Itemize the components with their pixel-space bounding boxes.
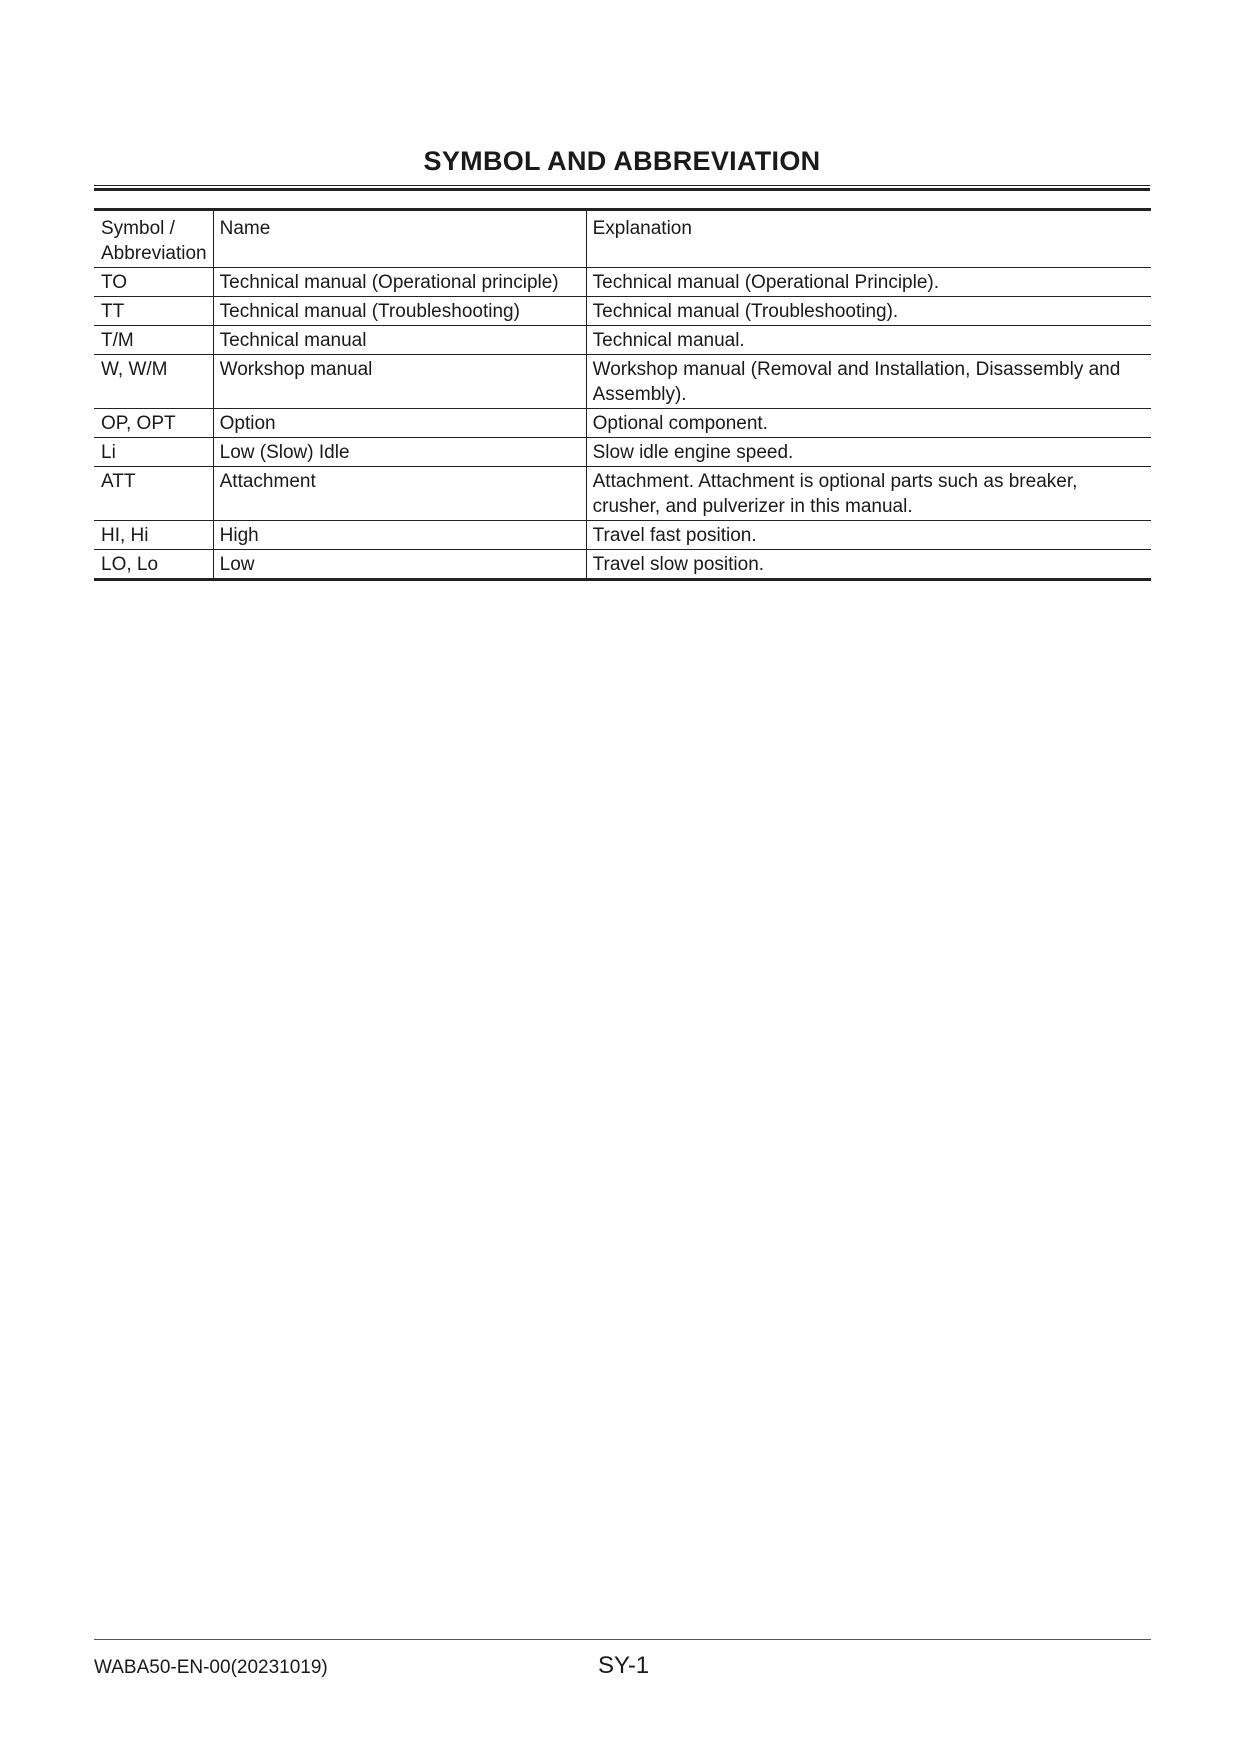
cell-explanation: Slow idle engine speed.: [586, 438, 1151, 467]
table-row: [94, 326, 1151, 355]
cell-symbol: Li: [94, 438, 213, 467]
table-row: [94, 409, 1151, 438]
cell-name: Attachment: [213, 467, 586, 521]
table-row: [94, 297, 1151, 326]
cell-explanation: Technical manual (Troubleshooting).: [586, 297, 1151, 326]
title-divider-thin: [94, 185, 1150, 186]
table-row: [94, 438, 1151, 467]
table-row: [94, 521, 1151, 550]
page-number: SY-1: [598, 1652, 650, 1679]
header-symbol: Symbol / Abbreviation: [94, 210, 213, 268]
cell-name: Workshop manual: [213, 355, 586, 409]
cell-name: Technical manual (Troubleshooting): [213, 297, 586, 326]
table-row: [94, 550, 1151, 580]
cell-name: Low: [213, 550, 586, 580]
cell-symbol: T/M: [94, 326, 213, 355]
footer-doc-code: WABA50-EN-00(20231019): [94, 1657, 328, 1678]
title-divider-thick: [94, 188, 1150, 191]
cell-name: Option: [213, 409, 586, 438]
cell-explanation: Travel fast position.: [586, 521, 1151, 550]
table-row: [94, 355, 1151, 409]
cell-explanation: Technical manual (Operational Principle).: [586, 268, 1151, 297]
cell-name: Low (Slow) Idle: [213, 438, 586, 467]
abbreviation-table: [94, 208, 1151, 581]
cell-symbol: LO, Lo: [101, 554, 159, 575]
cell-symbol: W, W/M: [94, 355, 213, 409]
cell-symbol: TO: [94, 268, 213, 297]
cell-name: Technical manual: [213, 326, 586, 355]
cell-symbol: OP, OPT: [94, 409, 213, 438]
header-explanation: Explanation: [586, 210, 1151, 268]
page-title: SYMBOL AND ABBREVIATION: [423, 146, 821, 176]
cell-symbol: TT: [94, 297, 213, 326]
cell-name: Technical manual (Operational principle): [213, 268, 586, 297]
cell-explanation: Technical manual.: [586, 326, 1151, 355]
cell-name: High: [213, 521, 586, 550]
cell-symbol: HI, Hi: [94, 521, 213, 550]
table-row: [94, 467, 1151, 521]
cell-symbol: ATT: [94, 467, 213, 521]
cell-explanation: Optional component.: [586, 409, 1151, 438]
header-name: Name: [213, 210, 586, 268]
table-header-row: [94, 210, 1151, 268]
footer-divider: [94, 1639, 1151, 1640]
cell-explanation: Attachment. Attachment is optional parts such as breaker, crusher, and pulverizer in this manual.: [586, 467, 1151, 521]
cell-explanation: Travel slow position.: [586, 550, 1151, 580]
table-row: [94, 268, 1151, 297]
cell-explanation: Workshop manual (Removal and Installation, Disassembly and Assembly).: [586, 355, 1151, 409]
